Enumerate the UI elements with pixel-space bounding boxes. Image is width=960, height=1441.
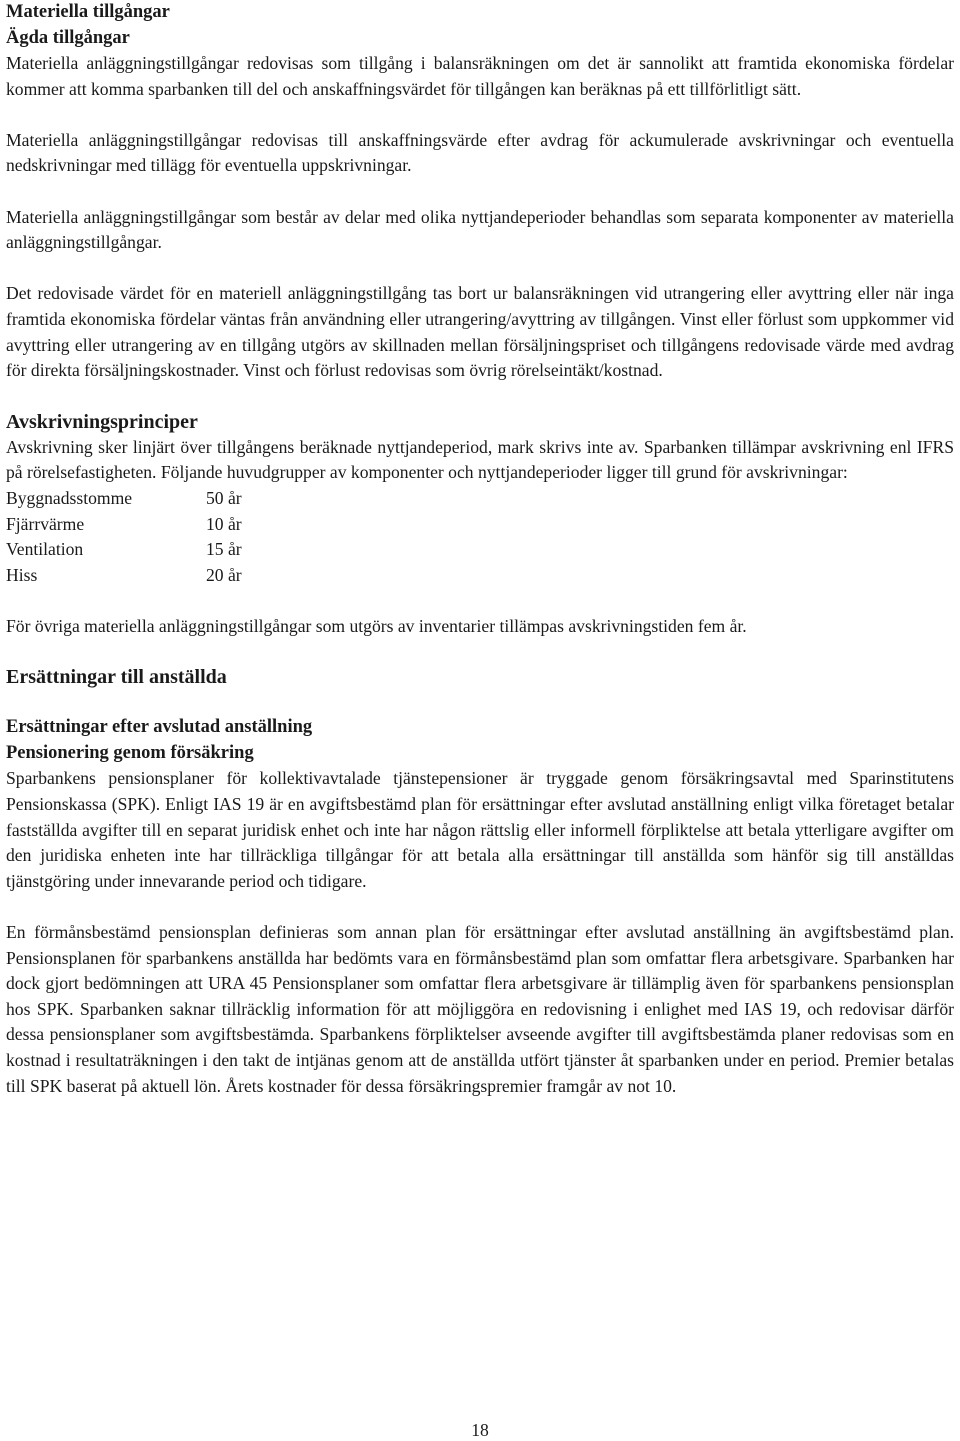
- section-avskrivningsprinciper: [6, 409, 954, 640]
- period-cell: 10 år: [206, 513, 242, 534]
- table-row: [6, 537, 242, 563]
- paragraph: Avskrivning sker linjärt över tillgångens beräknade nyttjandeperiod, mark skrivs inte av. Sparbanken tillämpar avskrivning enl IFRS på rörelsefastigheten. Följande huvudgrupper av komponenter och nyttjandeperioder ligger till grund för avskrivningar:: [6, 436, 954, 483]
- paragraph: Materiella anläggningstillgångar som består av delar med olika nyttjandeperioder behandlas som separata komponenter av materiella anläggningstillgångar.: [6, 206, 954, 253]
- component-cell: Hiss: [6, 564, 38, 585]
- component-cell: Ventilation: [6, 539, 84, 560]
- period-cell: 20 år: [206, 564, 242, 585]
- period-cell: 15 år: [206, 539, 242, 560]
- subsection-title-pensionering: Pensionering genom försäkring: [6, 742, 254, 763]
- paragraph: Materiella anläggningstillgångar redovisas som tillgång i balansräkningen om det är sannolikt att framtida ekonomiska fördelar kommer att komma sparbanken till del och anskaffningsvärdet för tillgången kan beräknas på ett tillförlitligt sätt.: [6, 53, 954, 99]
- table-row: [6, 486, 242, 512]
- period-cell: 50 år: [206, 487, 242, 508]
- paragraph: Det redovisade värdet för en materiell anläggningstillgång tas bort ur balansräkningen vid utrangering eller avyttring eller när inga framtida ekonomiska fördelar väntas från användning eller utrangering/avyttring av tillgången. Vinst eller förlust som uppkommer vid avyttring eller utrangering av en tillgång utgörs av skillnaden mellan försäljningspriset och tillgångens redovisade värde med avdrag för direkta försäljningskostnader. Vinst och förlust redovisas som övrig rörelseintäkt/kostnad.: [6, 283, 954, 381]
- section-ersattningar: [6, 664, 954, 1099]
- paragraph: Sparbankens pensionsplaner för kollektivavtalade tjänstepensioner är tryggade genom försäkringsavtal med Sparinstitutens Pensionskassa (SPK). Enligt IAS 19 är en avgiftsbestämd plan för ersättningar efter avslutad anställning enligt vilka företaget betalar fastställda avgifter till en separat juridisk enhet och inte har någon rättslig eller informell förpliktelse att betala ytterligare avgifter om den juridiska enheten inte har tillräckliga tillgångar för att betala alla ersättningar till anställda som hänför sig till anställdas tjänstgöring under innevarande period och tidigare.: [6, 768, 954, 891]
- component-cell: Fjärrvärme: [6, 513, 85, 534]
- section-title-avskrivningsprinciper: Avskrivningsprinciper: [6, 410, 198, 433]
- subsection-title-efter-anstallning: Ersättningar efter avslutad anställning: [6, 717, 313, 738]
- depreciation-table: [6, 486, 242, 588]
- paragraph: En förmånsbestämd pensionsplan definieras som annan plan för ersättningar efter avslutad anställning än avgiftsbestämd plan. Pensionsplanen för sparbankens anställda har bedömts vara en förmånsbestämd plan som omfattar flera arbetsgivare. Sparbanken har dock gjort bedömningen att URA 45 Pensionsplaner som omfattar flera arbetsgivare är tillämplig även för sparbankens pensionsplan hos SPK. Sparbanken saknar tillräcklig information för att möjliggöra en redovisning i enlighet med IAS 19, och redovisar därför dessa pensionsplaner som avgiftsbestämda. Sparbankens förpliktelser avseende avgifter till avgiftsbestämda planer redovisas som en kostnad i resultaträkningen i den takt de intjänas genom att de anställda utfört tjänster åt sparbanken under en period. Premier betalas till SPK baserat på aktuell lön. Årets kostnader för dessa försäkringspremier framgår av not 10.: [6, 922, 954, 1096]
- section-title-ersattningar: Ersättningar till anställda: [6, 666, 227, 689]
- table-row: [6, 563, 242, 589]
- table-row: [6, 512, 242, 538]
- component-cell: Byggnadsstomme: [6, 487, 133, 508]
- document-page: [6, 0, 954, 1099]
- subsection-title-agda-tillgangar: Ägda tillgångar: [6, 27, 130, 48]
- section-materiella-tillgangar: [6, 0, 954, 384]
- paragraph: Materiella anläggningstillgångar redovisas till anskaffningsvärde efter avdrag för ackumulerade avskrivningar och eventuella nedskrivningar med tillägg för eventuella uppskrivningar.: [6, 129, 954, 176]
- paragraph: För övriga materiella anläggningstillgångar som utgörs av inventarier tillämpas avskrivningstiden fem år.: [6, 615, 747, 636]
- section-title-materiella-tillgangar: Materiella tillgångar: [6, 2, 170, 22]
- page-number: 18: [471, 1420, 489, 1440]
